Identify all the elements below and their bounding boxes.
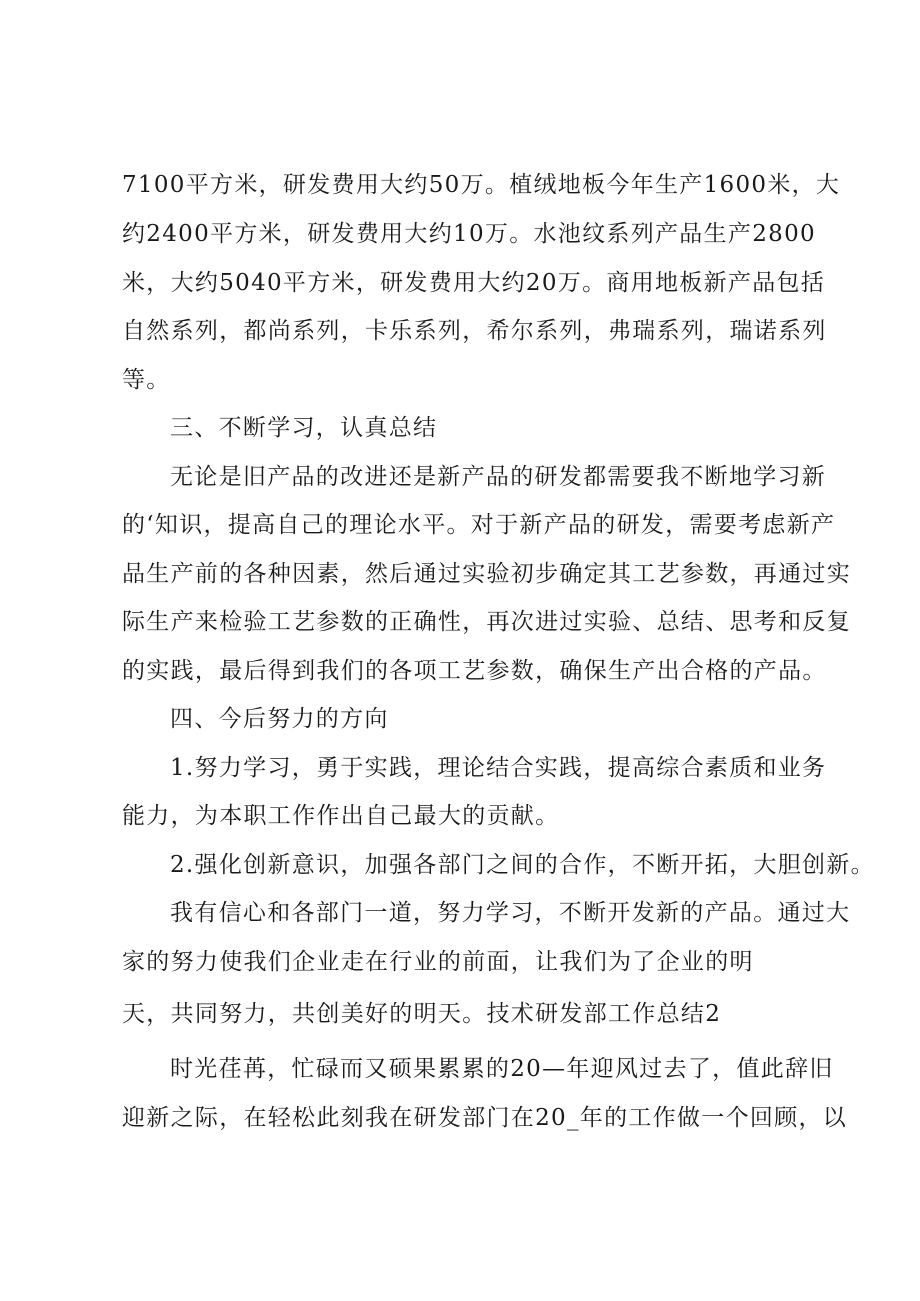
section-heading: 四、今后努力的方向 <box>170 706 389 732</box>
paragraph-line: 时光荏苒，忙碌而又硕果累累的20—年迎风过去了，值此辞旧 <box>170 1056 834 1082</box>
paragraph-line: 际生产来检验工艺参数的正确性，再次进过实验、总结、思考和反复 <box>122 609 851 635</box>
paragraph-line: 的实践，最后得到我们的各项工艺参数，确保生产出合格的产品。 <box>122 658 827 684</box>
paragraph-line: 等。 <box>122 367 171 393</box>
paragraph-line: 米，大约5040平方米，研发费用大约20万。商用地板新产品包括 <box>122 270 826 296</box>
paragraph-line: 能力，为本职工作作出自己最大的贡献。 <box>122 803 560 829</box>
list-item: 1.努力学习，勇于实践，理论结合实践，提高综合素质和业务 <box>170 755 827 781</box>
paragraph-line: 我有信心和各部门一道，努力学习，不断开发新的产品。通过大 <box>170 900 851 926</box>
paragraph-line: 7100平方米，研发费用大约50万。植绒地板今年生产1600米，大 <box>122 172 841 198</box>
paragraph-line: 天，共同努力，共创美好的明天。技术研发部工作总结2 <box>122 1001 722 1027</box>
paragraph-line: 家的努力使我们企业走在行业的前面，让我们为了企业的明 <box>122 949 754 975</box>
list-item: 2.强化创新意识，加强各部门之间的合作，不断开拓，大胆创新。 <box>170 852 875 878</box>
paragraph-line: 自然系列，都尚系列，卡乐系列，希尔系列，弗瑞系列，瑞诺系列 <box>122 318 827 344</box>
paragraph-line: 约2400平方米，研发费用大约10万。水池纹系列产品生产2800 <box>122 221 816 247</box>
section-heading: 三、不断学习，认真总结 <box>170 415 438 441</box>
paragraph-line: 的‘知识，提高自己的理论水平。对于新产品的研发，需要考虑新产 <box>122 512 836 538</box>
paragraph-line: 迎新之际，在轻松此刻我在研发部门在20_年的工作做一个回顾，以 <box>122 1105 848 1131</box>
paragraph-line: 无论是旧产品的改进还是新产品的研发都需要我不断地学习新 <box>170 464 827 490</box>
paragraph-line: 品生产前的各种因素，然后通过实验初步确定其工艺参数，再通过实 <box>122 561 851 587</box>
